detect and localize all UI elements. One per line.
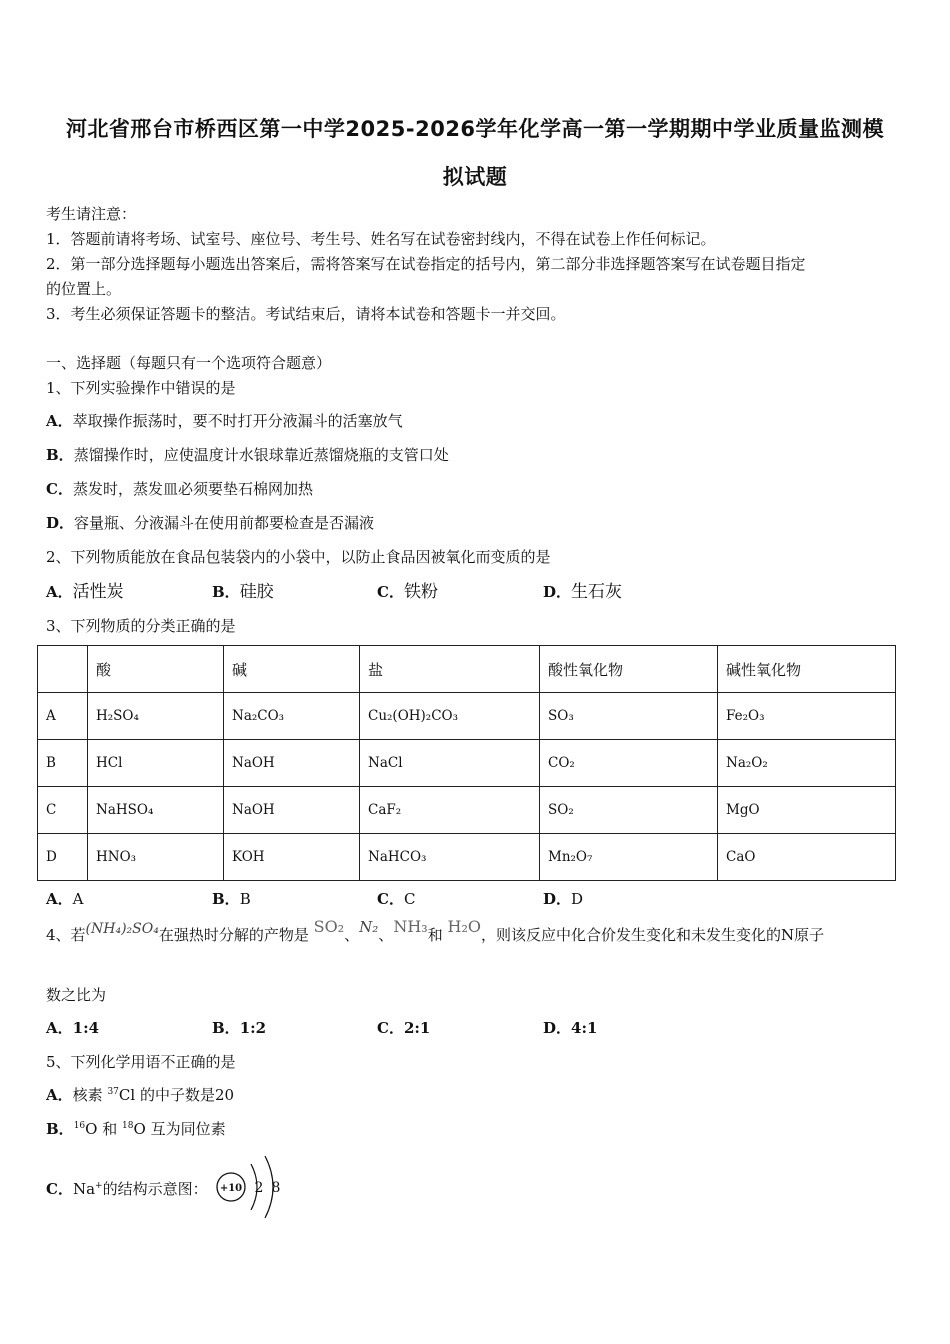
option-label: B． (46, 1120, 74, 1138)
q4-reactant-formula: (NH₄)₂SO₄ (85, 921, 159, 937)
classification-table (37, 645, 896, 881)
table-row (38, 834, 896, 881)
option-label: C． (377, 583, 404, 601)
option-label: A． (46, 583, 73, 601)
option-text: 生石灰 (571, 582, 623, 602)
q4-option-b (212, 1017, 266, 1038)
option-label: C． (377, 890, 404, 908)
table-header-cell: 碱 (224, 646, 360, 693)
option-text: 蒸发时，蒸发皿必须要垫石棉网加热 (72, 480, 313, 498)
table-cell: CO₂ (540, 740, 718, 787)
mass-number: 18 (122, 1121, 134, 1131)
option-text: 活性炭 (72, 582, 124, 602)
element-symbol: O (133, 1120, 146, 1138)
option-text: 和 (102, 1120, 118, 1138)
q4-option-d (543, 1017, 597, 1038)
table-cell: NaHSO₄ (88, 787, 224, 834)
option-label: B． (212, 1019, 240, 1037)
q5-option-a (46, 1084, 234, 1105)
option-text: D (571, 890, 584, 908)
option-text: 1:4 (72, 1019, 100, 1037)
q1-stem: 1、下列实验操作中错误的是 (46, 379, 236, 397)
q4-tail: ，则该反应中化合价发生变化和未发生变化的N原子 (480, 926, 825, 944)
q4-option-c (377, 1017, 430, 1038)
notice-heading: 考生请注意： (46, 205, 137, 223)
q5-option-b (46, 1118, 226, 1139)
option-label: D． (543, 1019, 572, 1037)
table-cell: NaCl (360, 740, 540, 787)
option-text: 容量瓶、分液漏斗在使用前都要检查是否漏液 (74, 514, 375, 532)
option-text: 4:1 (571, 1019, 598, 1037)
table-cell: Mn₂O₇ (540, 834, 718, 881)
q5-option-c (46, 1178, 208, 1199)
option-text: 蒸馏操作时，应使温度计水银球靠近蒸馏烧瓶的支管口处 (73, 446, 449, 464)
q4-stem-cont: 数之比为 (46, 986, 107, 1004)
table-cell: SO₃ (540, 693, 718, 740)
q4-sep: 、 (378, 926, 394, 944)
table-cell: SO₂ (540, 787, 718, 834)
q1-option-a (46, 410, 403, 431)
option-text: 萃取操作振荡时，要不时打开分液漏斗的活塞放气 (72, 412, 403, 430)
table-cell: MgO (718, 787, 896, 834)
ion-symbol: Na (72, 1180, 96, 1198)
q3-option-d (543, 888, 583, 909)
shell-1-electrons: 2 (254, 1180, 264, 1196)
q4-mid: 在强热时分解的产物是 (158, 926, 309, 944)
option-text: 硅胶 (239, 582, 274, 602)
q2-option-a (46, 577, 124, 602)
table-header-cell: 酸性氧化物 (540, 646, 718, 693)
q2-stem: 2、下列物质能放在食品包装袋内的小袋中，以防止食品因被氧化而变质的是 (46, 548, 551, 566)
table-header-cell: 酸 (88, 646, 224, 693)
q2-option-b (212, 577, 274, 602)
q4-stem (46, 917, 825, 945)
page-title: 河北省邢台市桥西区第一中学2025-2026学年化学高一第一学期期中学业质量监测模 (65, 117, 885, 141)
table-cell: A (38, 693, 88, 740)
notice-item-2-cont: 的位置上。 (46, 280, 122, 298)
notice-item-2: 2．第一部分选择题每小题选出答案后，需将答案写在试卷指定的括号内，第二部分非选择题答案写在试卷题目指定 (46, 255, 806, 273)
q4-sep: 、 (344, 926, 360, 944)
option-text: A (72, 890, 84, 908)
table-cell: Na₂CO₃ (224, 693, 360, 740)
option-label: C． (46, 480, 73, 498)
ion-charge: + (95, 1181, 103, 1191)
option-text: 核素 (72, 1086, 103, 1104)
option-text: 互为同位素 (150, 1120, 226, 1138)
option-text: B (239, 890, 251, 908)
notice-item-1: 1．答题前请将考场、试室号、座位号、考生号、姓名写在试卷密封线内，不得在试卷上作任何标记。 (46, 230, 716, 248)
table-cell: HCl (88, 740, 224, 787)
q2-option-c (377, 577, 438, 602)
table-cell: H₂SO₄ (88, 693, 224, 740)
q3-option-b (212, 888, 251, 909)
option-text: 的结构示意图： (102, 1180, 208, 1198)
option-label: A． (46, 890, 73, 908)
table-header-cell: 碱性氧化物 (718, 646, 896, 693)
element-symbol: O (85, 1120, 98, 1138)
option-label: D． (46, 514, 75, 532)
structure-diagram-svg (213, 1152, 293, 1222)
q3-stem: 3、下列物质的分类正确的是 (46, 617, 236, 635)
option-text: 的中子数是20 (139, 1086, 235, 1104)
q3-option-a (46, 888, 83, 909)
nucleus-charge: +10 (219, 1183, 243, 1194)
page-title-cont: 拟试题 (442, 165, 508, 189)
option-label: A． (46, 1086, 73, 1104)
table-cell: C (38, 787, 88, 834)
q1-option-c (46, 478, 313, 499)
option-text: C (403, 890, 416, 908)
table-cell: D (38, 834, 88, 881)
table-cell: CaF₂ (360, 787, 540, 834)
q4-and: 和 (427, 926, 443, 944)
table-row (38, 693, 896, 740)
q3-option-c (377, 888, 415, 909)
option-label: B． (46, 446, 74, 464)
mass-number: 37 (107, 1087, 119, 1097)
table-cell: HNO₃ (88, 834, 224, 881)
table-cell: CaO (718, 834, 896, 881)
option-label: C． (46, 1180, 73, 1198)
table-header-cell: 盐 (360, 646, 540, 693)
q4-option-a (46, 1017, 99, 1038)
q1-option-d (46, 512, 374, 533)
table-cell: NaOH (224, 787, 360, 834)
option-label: A． (46, 412, 73, 430)
table-cell: Cu₂(OH)₂CO₃ (360, 693, 540, 740)
shell-2-electrons: 8 (271, 1180, 281, 1196)
option-text: 1:2 (239, 1019, 267, 1037)
table-row (38, 740, 896, 787)
notice-item-3: 3．考生必须保证答题卡的整洁。考试结束后，请将本试卷和答题卡一并交回。 (46, 305, 566, 323)
q4-product-nh3: NH₃ (393, 917, 428, 936)
option-text: 铁粉 (403, 582, 438, 602)
section-heading: 一、选择题（每题只有一个选项符合题意） (46, 354, 332, 372)
option-label: B． (212, 583, 240, 601)
mass-number: 16 (73, 1121, 86, 1131)
option-label: D． (543, 583, 572, 601)
option-label: A． (46, 1019, 73, 1037)
q4-product-n2: N₂ (359, 918, 379, 936)
table-cell: B (38, 740, 88, 787)
q5-stem: 5、下列化学用语不正确的是 (46, 1053, 236, 1071)
q1-option-b (46, 444, 449, 465)
q4-product-h2o: H₂O (447, 917, 481, 936)
table-header-cell (38, 646, 88, 693)
q2-option-d (543, 577, 622, 602)
table-cell: NaHCO₃ (360, 834, 540, 881)
table-cell: NaOH (224, 740, 360, 787)
na-ion-structure-diagram (213, 1152, 293, 1222)
table-row (38, 787, 896, 834)
option-text: 2:1 (403, 1019, 431, 1037)
option-label: B． (212, 890, 240, 908)
table-header-row (38, 646, 896, 693)
table-cell: Fe₂O₃ (718, 693, 896, 740)
option-label: D． (543, 890, 572, 908)
q4-product-so2: SO₂ (313, 917, 345, 936)
q4-prefix: 4、若 (46, 926, 86, 944)
element-symbol: Cl (118, 1086, 136, 1104)
table-cell: Na₂O₂ (718, 740, 896, 787)
table-cell: KOH (224, 834, 360, 881)
option-label: C． (377, 1019, 404, 1037)
